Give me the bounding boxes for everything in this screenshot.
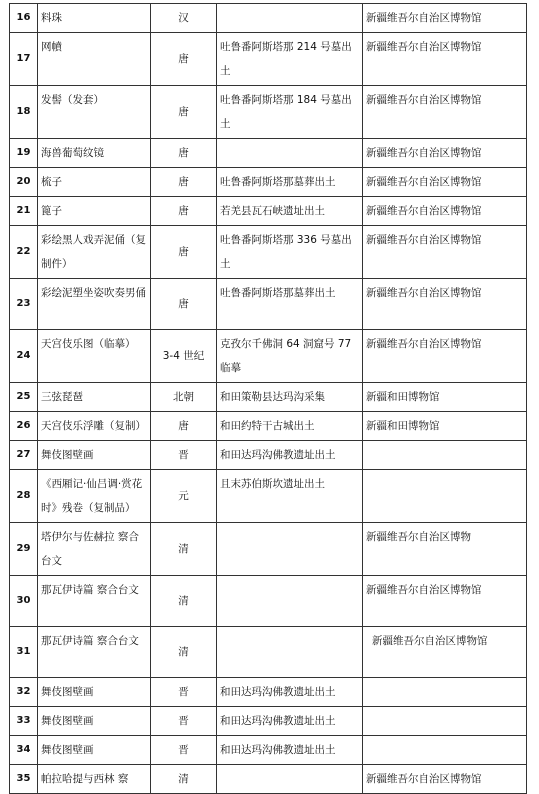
table-row	[10, 139, 527, 168]
artifact-era: 唐	[151, 33, 217, 86]
table-row	[10, 707, 527, 736]
artifact-org: 新疆维吾尔自治区博物馆	[363, 197, 527, 226]
artifact-org: 新疆维吾尔自治区博物馆	[363, 627, 527, 678]
table-row	[10, 678, 527, 707]
artifact-source: 和田策勒县达玛沟采集	[217, 383, 363, 412]
row-number: 31	[10, 627, 38, 678]
artifact-name: 海兽葡萄纹镜	[38, 139, 151, 168]
row-number: 34	[10, 736, 38, 765]
artifact-org: 新疆维吾尔自治区博物馆	[363, 86, 527, 139]
artifact-source: 若羌县瓦石峡遗址出土	[217, 197, 363, 226]
artifact-era: 北朝	[151, 383, 217, 412]
table-row	[10, 33, 527, 86]
artifact-name: 舞伎图壁画	[38, 441, 151, 470]
artifact-name: 天宫伎乐图（临摹）	[38, 330, 151, 383]
artifact-era: 晋	[151, 441, 217, 470]
artifact-org: 新疆和田博物馆	[363, 412, 527, 441]
artifact-source: 吐鲁番阿斯塔那墓葬出土	[217, 168, 363, 197]
artifact-era: 唐	[151, 139, 217, 168]
artifact-source	[217, 523, 363, 576]
artifact-name: 塔伊尔与佐赫拉 察合台文	[38, 523, 151, 576]
artifact-org: 新疆维吾尔自治区博物馆	[363, 4, 527, 33]
row-number: 19	[10, 139, 38, 168]
row-number: 25	[10, 383, 38, 412]
row-number: 17	[10, 33, 38, 86]
row-number: 20	[10, 168, 38, 197]
artifact-source: 吐鲁番阿斯塔那 214 号墓出土	[217, 33, 363, 86]
artifact-source	[217, 4, 363, 33]
artifact-era: 唐	[151, 226, 217, 279]
row-number: 28	[10, 470, 38, 523]
table-row	[10, 470, 527, 523]
artifact-name: 网幩	[38, 33, 151, 86]
artifact-era: 晋	[151, 707, 217, 736]
artifact-name: 那瓦伊诗篇 察合台文	[38, 627, 151, 678]
artifact-org: 新疆维吾尔自治区博物馆	[363, 226, 527, 279]
table-row	[10, 736, 527, 765]
artifact-source: 和田达玛沟佛教遗址出土	[217, 441, 363, 470]
table-row	[10, 279, 527, 330]
row-number: 24	[10, 330, 38, 383]
artifact-source: 和田达玛沟佛教遗址出土	[217, 707, 363, 736]
table-row	[10, 576, 527, 627]
row-number: 32	[10, 678, 38, 707]
artifact-source: 和田约特干古城出土	[217, 412, 363, 441]
artifact-era: 唐	[151, 197, 217, 226]
artifact-org	[363, 470, 527, 523]
table-row	[10, 765, 527, 794]
table-row	[10, 197, 527, 226]
table-row	[10, 383, 527, 412]
table-row	[10, 627, 527, 678]
artifact-name: 料珠	[38, 4, 151, 33]
artifact-era: 清	[151, 765, 217, 794]
artifact-era: 唐	[151, 279, 217, 330]
artifact-org: 新疆维吾尔自治区博物馆	[363, 168, 527, 197]
artifact-source: 吐鲁番阿斯塔那 336 号墓出土	[217, 226, 363, 279]
table-row	[10, 412, 527, 441]
artifact-org: 新疆维吾尔自治区博物	[363, 523, 527, 576]
row-number: 26	[10, 412, 38, 441]
artifact-source: 和田达玛沟佛教遗址出土	[217, 736, 363, 765]
artifact-name: 彩绘泥塑坐姿吹奏男俑	[38, 279, 151, 330]
artifact-name: 彩绘黑人戏弄泥俑（复制件）	[38, 226, 151, 279]
table-row	[10, 441, 527, 470]
artifact-name: 《西厢记·仙吕调·赏花时》残卷（复制品）	[38, 470, 151, 523]
artifact-list-page	[9, 3, 526, 794]
artifact-name: 发髻（发套）	[38, 86, 151, 139]
artifact-era: 清	[151, 576, 217, 627]
row-number: 35	[10, 765, 38, 794]
row-number: 16	[10, 4, 38, 33]
artifact-source	[217, 576, 363, 627]
artifact-source: 克孜尔千佛洞 64 洞窟号 77 临摹	[217, 330, 363, 383]
artifact-org: 新疆维吾尔自治区博物馆	[363, 576, 527, 627]
table-row	[10, 86, 527, 139]
artifact-org: 新疆维吾尔自治区博物馆	[363, 33, 527, 86]
artifact-name: 舞伎图壁画	[38, 707, 151, 736]
artifact-source: 吐鲁番阿斯塔那 184 号墓出土	[217, 86, 363, 139]
table-row	[10, 4, 527, 33]
artifact-era: 晋	[151, 678, 217, 707]
row-number: 29	[10, 523, 38, 576]
artifact-name: 篦子	[38, 197, 151, 226]
table-row	[10, 330, 527, 383]
artifact-org: 新疆和田博物馆	[363, 383, 527, 412]
artifact-org: 新疆维吾尔自治区博物馆	[363, 330, 527, 383]
artifact-era: 清	[151, 523, 217, 576]
row-number: 33	[10, 707, 38, 736]
artifact-name: 舞伎图壁画	[38, 678, 151, 707]
artifact-source	[217, 627, 363, 678]
row-number: 22	[10, 226, 38, 279]
table-row	[10, 168, 527, 197]
artifact-era: 元	[151, 470, 217, 523]
artifact-era: 唐	[151, 86, 217, 139]
artifact-era: 唐	[151, 412, 217, 441]
table-row	[10, 523, 527, 576]
artifact-org: 新疆维吾尔自治区博物馆	[363, 279, 527, 330]
artifact-org	[363, 678, 527, 707]
artifact-source: 吐鲁番阿斯塔那墓葬出土	[217, 279, 363, 330]
row-number: 18	[10, 86, 38, 139]
artifact-name: 天宫伎乐浮雕（复制）	[38, 412, 151, 441]
artifact-source: 和田达玛沟佛教遗址出土	[217, 678, 363, 707]
artifact-era: 唐	[151, 168, 217, 197]
artifact-source	[217, 765, 363, 794]
row-number: 21	[10, 197, 38, 226]
artifact-era: 晋	[151, 736, 217, 765]
table-row	[10, 226, 527, 279]
artifact-era: 清	[151, 627, 217, 678]
artifact-org: 新疆维吾尔自治区博物馆	[363, 765, 527, 794]
artifact-org: 新疆维吾尔自治区博物馆	[363, 139, 527, 168]
artifact-source	[217, 139, 363, 168]
row-number: 30	[10, 576, 38, 627]
artifact-name: 梳子	[38, 168, 151, 197]
artifact-era: 3-4 世纪	[151, 330, 217, 383]
artifact-org	[363, 707, 527, 736]
artifact-name: 三弦琵琶	[38, 383, 151, 412]
artifact-name: 舞伎图壁画	[38, 736, 151, 765]
artifact-table	[9, 3, 527, 794]
row-number: 27	[10, 441, 38, 470]
artifact-name: 那瓦伊诗篇 察合台文	[38, 576, 151, 627]
row-number: 23	[10, 279, 38, 330]
artifact-era: 汉	[151, 4, 217, 33]
artifact-source: 且末苏伯斯坎遗址出土	[217, 470, 363, 523]
artifact-org	[363, 736, 527, 765]
artifact-name: 帕拉哈提与西林 察	[38, 765, 151, 794]
artifact-org	[363, 441, 527, 470]
